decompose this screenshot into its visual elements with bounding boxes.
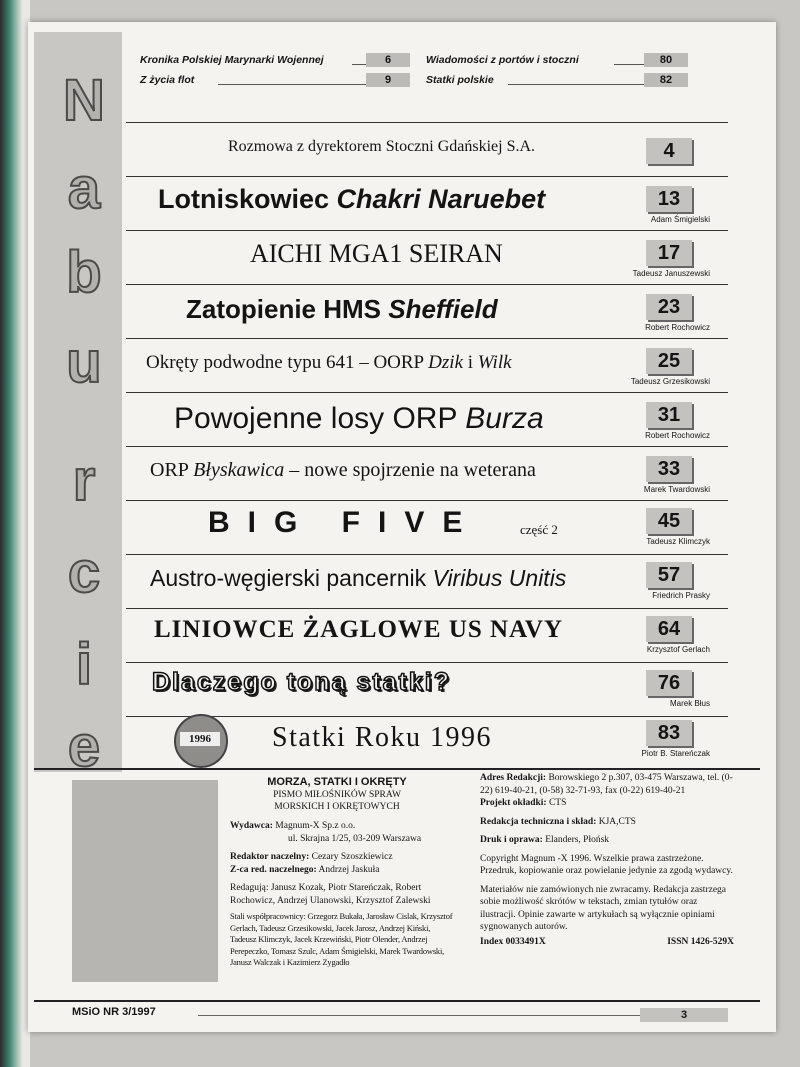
article-title: ORP Błyskawica – nowe spojrzenie na weterana [150, 459, 536, 481]
article-title: Dlaczego toną statki? [152, 668, 451, 696]
article-title: BIG FIVE [208, 506, 481, 539]
article-title: LINIOWCE ŻAGLOWE US NAVY [154, 616, 564, 643]
article-author: Robert Rochowicz [645, 431, 710, 440]
statki-roku-logo [174, 714, 228, 768]
article-title: Okręty podwodne typu 641 – OORP Dzik i Wilk [146, 352, 512, 373]
article-page: 23 [646, 294, 692, 320]
article-author: Robert Rochowicz [645, 323, 710, 332]
article-title: Austro-węgierski pancernik Viribus Unitis [150, 565, 567, 591]
spine-letter: r [72, 448, 96, 513]
index-row [140, 54, 410, 68]
masthead-tagline: PISMO MIŁOŚNIKÓW SPRAW [273, 789, 401, 800]
article-author: Tadeusz Grzesikowski [630, 377, 710, 386]
article-page: 57 [646, 562, 692, 588]
info-block: Adres Redakcji: Borowskiego 2 p.307, 03-475 Warszawa, tel. (0-22) 619-40-21, (0-58) 32-71-93, fax (0-22) 619-40-21 Projekt okładki: CTS Redakcja techniczna i skład: KJA,CTS Druk i oprawa: Elanders, Płońsk Copyright Magnum -X 1996. Wszelkie prawa zastrzeżone. Przedruk, kopiowanie oraz powielanie jedynie za zgodą wydawcy. Materiałów nie zamówionych nie zwracamy. Redakcja zastrzega sobie możliwość skrótów w tekstach, zmian tytułów oraz ilustracji. Opinie zawarte w artykułach są wyłącznie opiniami sygnowanych autorów. Index 0033491X ISSN 1426-529X [480, 773, 734, 947]
article-page: 17 [646, 240, 692, 266]
magazine-page [28, 22, 776, 1032]
article-author: Marek Błus [669, 699, 710, 708]
issue-label: MSiO NR 3/1997 [72, 1006, 156, 1018]
masthead-footer [34, 768, 760, 1002]
spine-letter: b [66, 240, 102, 305]
article-title: Lotniskowiec Chakri Naruebet [158, 184, 546, 214]
index-label: Z życia flot [140, 74, 195, 86]
article-title: AICHI MGA1 SEIRAN [250, 239, 503, 268]
spine-letter: N [63, 68, 105, 133]
article-author: Adam Śmigielski [650, 215, 710, 224]
article-author: Krzysztof Gerlach [646, 645, 710, 654]
spine-letter: u [66, 330, 102, 395]
article-page: 83 [646, 720, 692, 746]
article-author: Friedrich Prasky [652, 591, 710, 600]
spine-banner [34, 32, 122, 779]
index-page: 80 [644, 53, 688, 67]
logo-text: 1996 [180, 732, 220, 746]
index-label: Wiadomości z portów i stoczni [426, 54, 579, 66]
index-page: 6 [366, 53, 410, 67]
index-row [426, 74, 690, 88]
masthead-block [232, 776, 442, 814]
article-title: Statki Roku 1996 [272, 722, 493, 753]
article-page: 64 [646, 616, 692, 642]
article-title: Powojenne losy ORP Burza [174, 402, 544, 435]
spine-letter: i [75, 632, 93, 697]
article-page: 25 [646, 348, 692, 374]
article-page: 45 [646, 508, 692, 534]
article-title: Zatopienie HMS Sheffield [186, 294, 498, 324]
article-page: 33 [646, 456, 692, 482]
index-page: 82 [644, 73, 688, 87]
article-author: Piotr B. Stareńczak [641, 749, 710, 758]
article-author: Tadeusz Januszewski [632, 269, 710, 278]
article-page: 31 [646, 402, 692, 428]
article-subtitle: część 2 [520, 522, 558, 537]
article-author: Tadeusz Klimczyk [646, 537, 710, 546]
adjacent-page-edge [0, 0, 30, 1067]
spine-letter: e [67, 714, 101, 779]
index-label: Statki polskie [426, 74, 494, 86]
article-page: 13 [646, 186, 692, 212]
page-number: 3 [640, 1008, 728, 1022]
masthead-name: MORZA, STATKI I OKRĘTY [267, 776, 407, 788]
image-placeholder [72, 780, 218, 982]
article-page: 76 [646, 670, 692, 696]
masthead-tagline: MORSKICH I OKRĘTOWYCH [274, 802, 400, 812]
index-label: Kronika Polskiej Marynarki Wojennej [140, 54, 324, 66]
index-page: 9 [366, 73, 410, 87]
spine-letter: a [67, 156, 101, 221]
article-title: Rozmowa z dyrektorem Stoczni Gdańskiej S.A. [228, 138, 536, 155]
article-author: Marek Twardowski [643, 485, 710, 494]
index-row [426, 54, 690, 68]
index-row [140, 74, 410, 88]
article-page: 4 [646, 138, 692, 164]
publisher-block: Wydawca: Magnum-X Sp.z o.o. ul. Skrajna 1/25, 03-209 Warszawa Redaktor naczelny: Cezary Szoszkiewicz Z-ca red. naczelnego: Andrzej Jaskuła Redagują: Janusz Kozak, Piotr Stareńczak, Robert Rochowicz, Andrzej Ulanowski, Krzysztof Zalewski Stali współpracownicy: Grzegorz Bukała, Jarosław Cislak, Krzysztof Gerlach, Tadeusz Grzesikowski, Jacek Jarosz, Andrzej Kiński, Tadeusz Klimczyk, Jacek Krzewiński, Piotr Olender, Andrzej Perepeczko, Tomasz Szulc, Adam Śmigielski, Marek Twardowski, Janusz Walczak i Kazimierz Zygadło [230, 821, 453, 967]
spine-letter: c [67, 540, 101, 605]
